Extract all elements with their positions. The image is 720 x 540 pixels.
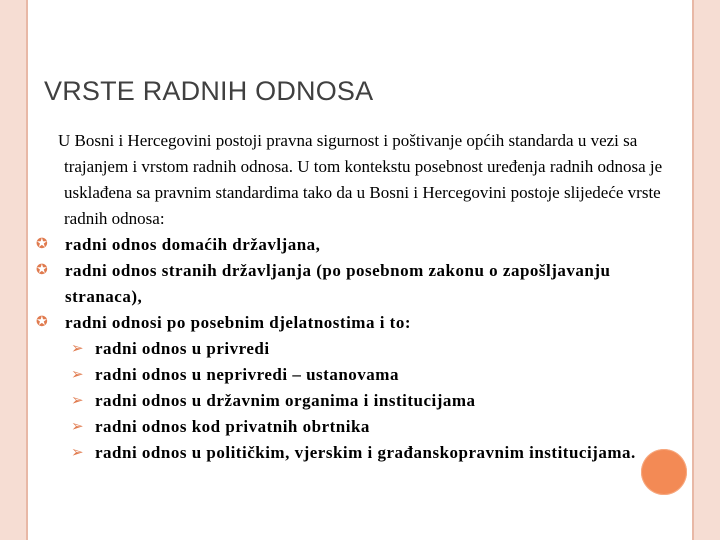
sub-bullet-text: radni odnos u neprivredi – ustanovama	[95, 365, 399, 384]
list-item	[65, 362, 664, 388]
bullet-text: radni odnos stranih državljanja (po posebnom zakonu o zapošljavanju stranaca),	[65, 261, 611, 306]
sub-bullet-text: radni odnos u političkim, vjerskim i građanskopravnim institucijama.	[95, 443, 636, 462]
leaf-arrow-icon: ➢	[71, 367, 85, 383]
list-item	[36, 232, 664, 258]
list-item	[36, 258, 664, 310]
right-frame-line	[692, 0, 694, 540]
leaf-arrow-icon: ➢	[71, 393, 85, 409]
decorative-circle	[641, 449, 687, 495]
compass-star-icon: ✪	[36, 263, 49, 278]
sub-bullet-list	[65, 336, 664, 466]
slide-content	[36, 128, 664, 466]
bullet-text: radni odnos domaćih državljana,	[65, 235, 321, 254]
right-frame-band	[694, 0, 720, 540]
sub-bullet-text: radni odnos u privredi	[95, 339, 270, 358]
list-item	[65, 388, 664, 414]
compass-star-icon: ✪	[36, 237, 49, 252]
sub-bullet-text: radni odnos kod privatnih obrtnika	[95, 417, 370, 436]
list-item	[36, 310, 664, 466]
intro-paragraph: U Bosni i Hercegovini postoji pravna sigurnost i poštivanje općih standarda u vezi sa trajanjem i vrstom radnih odnosa. U tom kontekstu posebnost uređenja radnih odnosa je usklađena sa pravnim standardima tako da u Bosni i Hercegovini postoje slijedeće vrste radnih odnosa:	[58, 131, 663, 228]
list-item	[65, 336, 664, 362]
leaf-arrow-icon: ➢	[71, 419, 85, 435]
slide-title: VRSTE RADNIH ODNOSA	[44, 76, 374, 106]
left-frame-band	[0, 0, 26, 540]
compass-star-icon: ✪	[36, 315, 49, 330]
bullet-text: radni odnosi po posebnim djelatnostima i to:	[65, 313, 411, 332]
list-item	[65, 414, 664, 440]
list-item	[65, 440, 664, 466]
leaf-arrow-icon: ➢	[71, 445, 85, 461]
leaf-arrow-icon: ➢	[71, 341, 85, 357]
bullet-list	[36, 232, 664, 466]
left-frame-line	[26, 0, 28, 540]
sub-bullet-text: radni odnos u državnim organima i institucijama	[95, 391, 476, 410]
